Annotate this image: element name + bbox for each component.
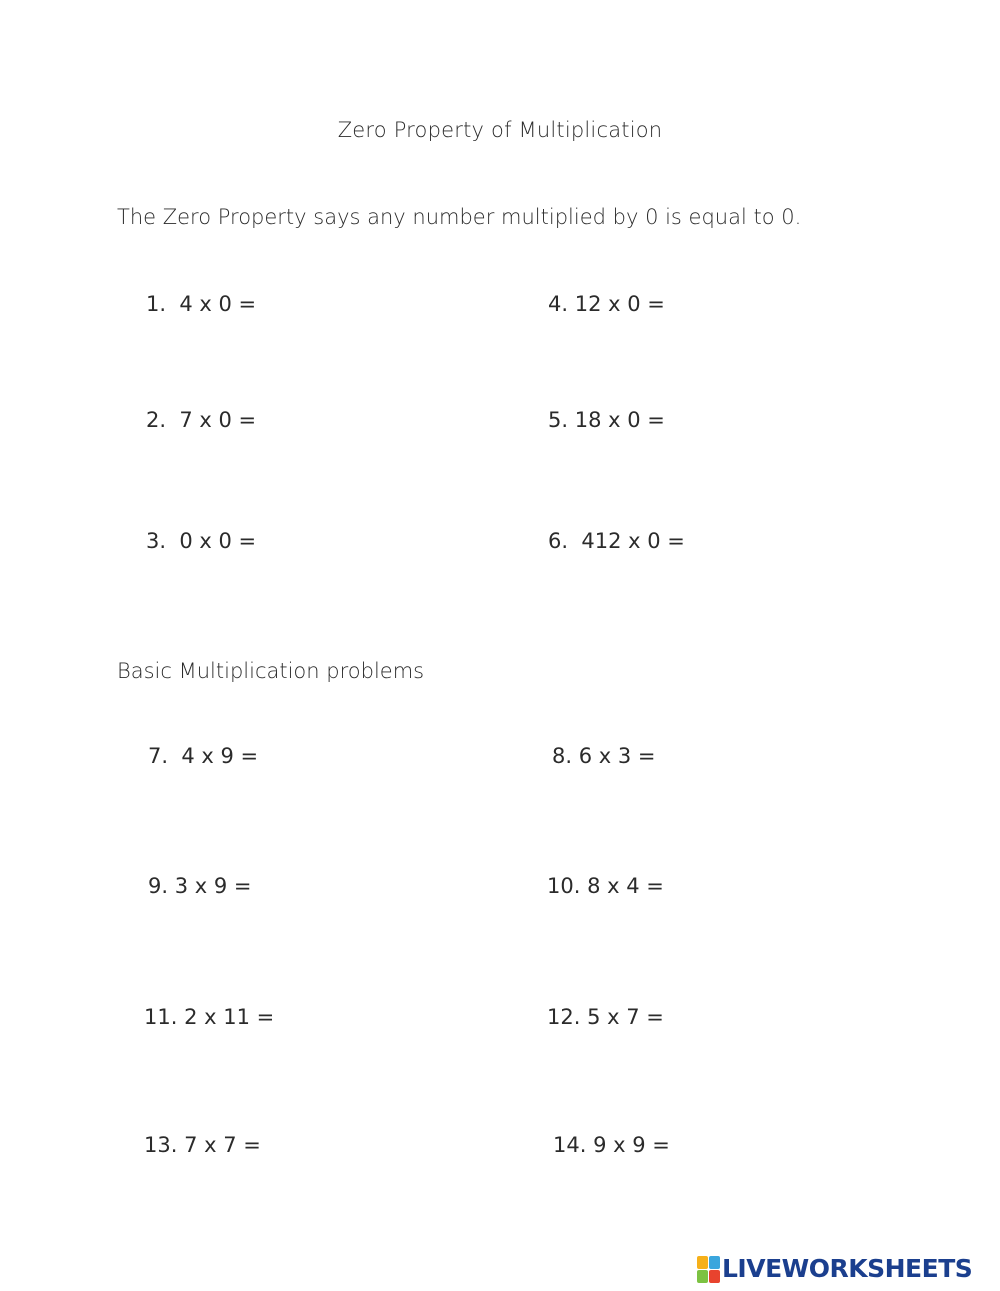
problem-9: 9. 3 x 9 = [148,874,252,898]
logo-tile [697,1270,708,1283]
problem-12: 12. 5 x 7 = [547,1005,664,1029]
liveworksheets-logo-icon [697,1256,719,1282]
problem-5: 5. 18 x 0 = [548,408,665,432]
liveworksheets-logo[interactable] [697,1254,972,1284]
problem-4: 4. 12 x 0 = [548,292,665,316]
page-title: Zero Property of Multiplication [337,118,663,142]
logo-tile [697,1256,708,1269]
problem-13: 13. 7 x 7 = [144,1133,261,1157]
problem-10: 10. 8 x 4 = [547,874,664,898]
problem-11: 11. 2 x 11 = [144,1005,275,1029]
intro-text: The Zero Property says any number multiplied by 0 is equal to 0. [117,205,802,229]
problem-6: 6. 412 x 0 = [548,529,685,553]
logo-tile [709,1256,720,1269]
problem-1: 1. 4 x 0 = [146,292,257,316]
problem-2: 2. 7 x 0 = [146,408,257,432]
logo-tile [709,1270,720,1283]
problem-3: 3. 0 x 0 = [146,529,257,553]
problem-7: 7. 4 x 9 = [148,744,259,768]
problem-14: 14. 9 x 9 = [553,1133,670,1157]
logo-text: LIVEWORKSHEETS [722,1254,973,1283]
section-heading: Basic Multiplication problems [117,659,425,683]
problem-8: 8. 6 x 3 = [552,744,656,768]
